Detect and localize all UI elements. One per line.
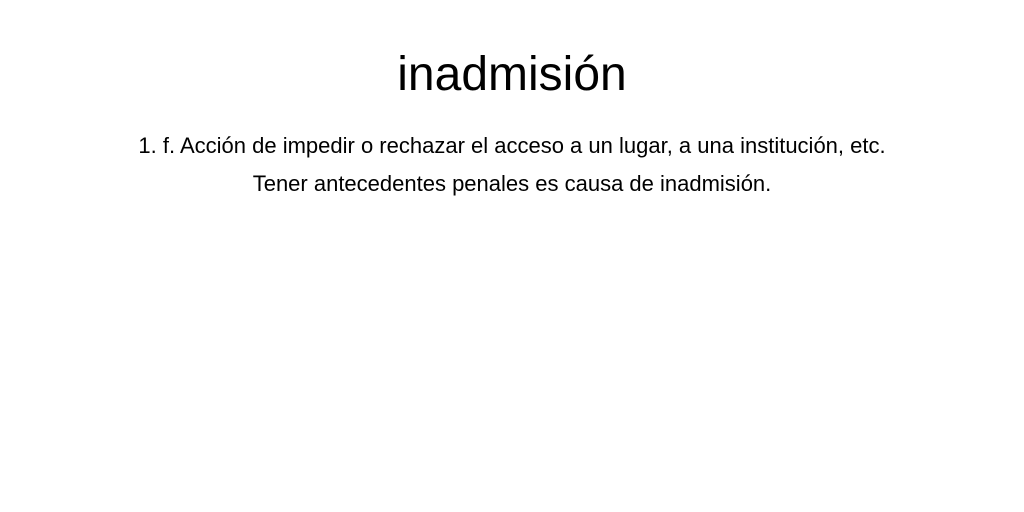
dictionary-entry: [0, 0, 1024, 203]
headword-title: inadmisión: [397, 48, 627, 101]
example-sentence: Tener antecedentes penales es causa de inadmisión.: [252, 171, 772, 196]
definition-text: 1. f. Acción de impedir o rechazar el acceso a un lugar, a una institución, etc.: [138, 133, 886, 158]
